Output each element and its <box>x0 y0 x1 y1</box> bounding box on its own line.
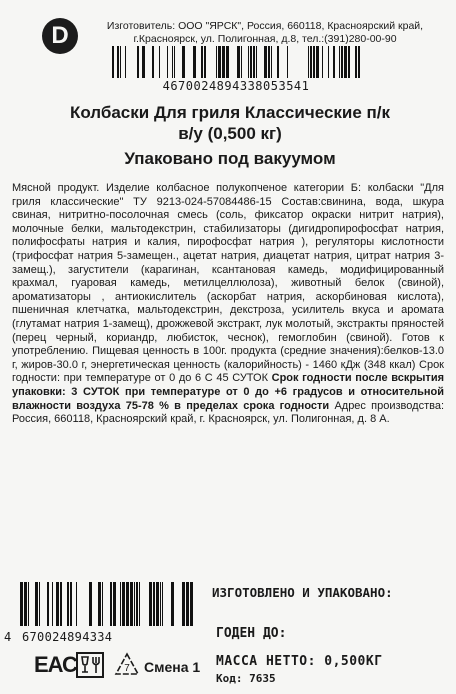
eac-mark-icon: ЕАС <box>34 652 77 677</box>
description-text: Мясной продукт. Изделие колбасное полукопченое категории Б: колбаски "Для гриля классические" ТУ 9213-024-57084486-15 Состав:свинина, вода, шкура свиная, нитритно-посолочная смесь (соль, фиксатор окраски нитрит натрия), молочные белки, мальтодекстрин, стабилизаторы (дигидропирофосфат натрия, полифосфаты натрия и калия, пирофосфат натрия ), регуляторы кислотности (трифосфат натрия 5-замещен., ацетат натрия, диацетат натрия, цитрат натрия 3-замещ.), загустители (карагинан, ксантановая камедь, модифицированный крахмал, гуаровая камедь, метилцеллюлоза), животный белок (свиной), ароматизаторы , антиокислитель (аскорбат натрия, аскорбиновая кислота), пшеничная клетчатка, мальтодекстрин, декстроза, усилитель вкуса и аромата (глутамат натрия 1-замещ), дрожжевой экстракт, лук молотый, экстракты пряностей (перец черный, кориандр, любисток, чеснок), гемоглобин (свиной). Готов к употреблению. Пищевая ценность в 100г. продукта (средние значения):белков-13.0 г, жиров-30.0 г, энергетическая ценность (калорийность) - 1460 кДж (348 ккал) Срок годности: при температуре от 0 до 6 С 45 СУТОК <box>12 182 444 385</box>
brand-logo-letter: D <box>51 22 69 49</box>
food-contact-icon <box>76 652 104 678</box>
barcode-bottom <box>20 582 200 626</box>
product-description <box>12 182 444 427</box>
barcode-bottom-number: 670024894334 <box>22 630 113 644</box>
product-title <box>20 102 440 144</box>
net-weight: МАССА НЕТТО: 0,500КГ <box>216 654 383 669</box>
product-code: Код: 7635 <box>216 672 276 685</box>
best-before-label: ГОДЕН ДО: <box>216 626 287 641</box>
made-packed-label: ИЗГОТОВЛЕНО И УПАКОВАНО: <box>212 585 393 600</box>
manufacturer-line-1: Изготовитель: ООО "ЯРСК", Россия, 660118, Красноярский край, <box>106 20 424 32</box>
packaging-note: Упаковано под вакуумом <box>124 149 336 168</box>
glass-fork-icon <box>78 654 102 676</box>
storage-conditions: Срок годности после вскрытия упаковки: 3 СУТОК при температуре от 0 до +6 градусов и относительной влажности воздуха 75-78 % в пределах срока годности <box>12 372 445 412</box>
production-address: Адрес производства: Россия, 660118, Красноярский край, г. Красноярск, ул. Полигонная, д. 8 А. <box>12 399 445 426</box>
barcode-top-number: 4670024894338053541 <box>162 79 310 93</box>
recycle-number: 7 <box>124 663 130 674</box>
barcode-bottom-first-digit: 4 <box>4 630 12 644</box>
barcode-top <box>112 46 360 78</box>
product-title-line-1: Колбаски Для гриля Классические п/к <box>69 103 391 122</box>
recycle-icon <box>114 652 140 678</box>
manufacturer-line-2: г.Красноярск, ул. Полигонная, д.8, тел.:(391)280-00-90 <box>133 33 397 45</box>
manufacturer-info <box>86 20 444 46</box>
shift-number: Смена 1 <box>144 659 201 675</box>
product-title-line-2: в/у (0,500 кг) <box>178 124 282 143</box>
brand-logo <box>42 18 78 54</box>
